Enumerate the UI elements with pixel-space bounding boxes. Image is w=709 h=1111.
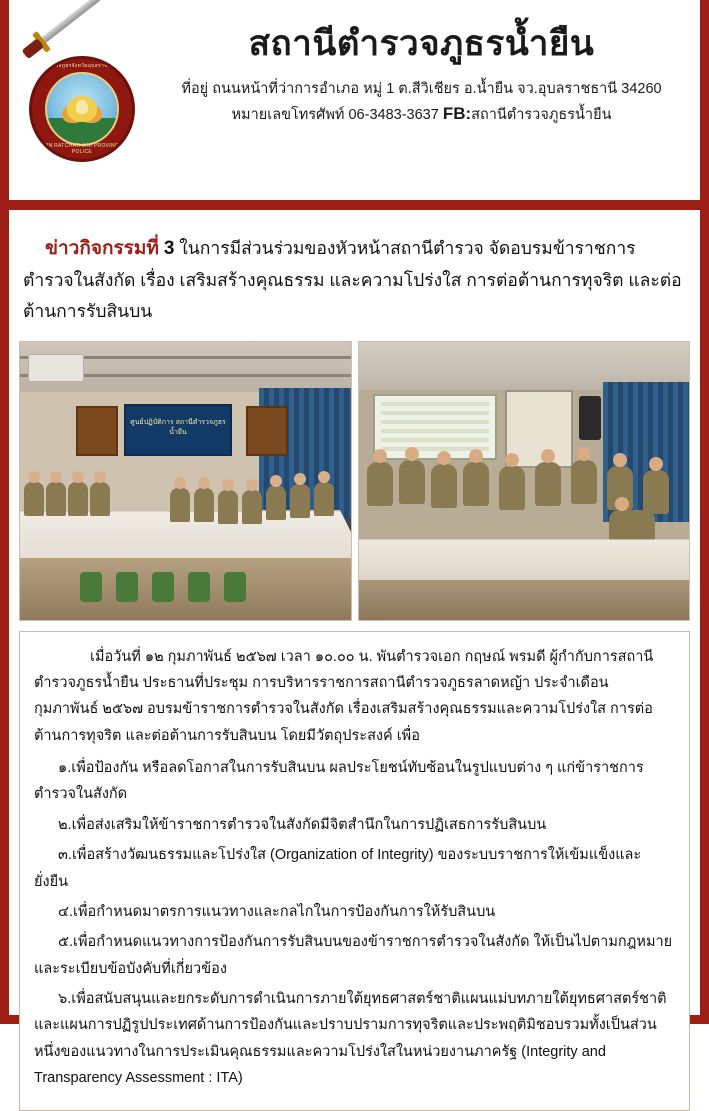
body-paragraph-1: เมื่อวันที่ ๑๒ กุมภาพันธ์ ๒๕๖๗ เวลา ๑๐.๐๐ น. พันตำรวจเอก กฤษณ์ พรมดี ผู้กำกับการสถานีตำรวจภูธรน้ำยืน ประธานที่ประชุม การบริหารราชการสถานีตำรวจภูธรลาดหญ้า ประจำเดือน กุมภาพันธ์ ๒๕๖๗ อบรมข้าราชการตำรวจในสังกัด เรื่องเสริมสร้างคุณธรรมและความโปร่งใส การต่อต้านการทุจริต และต่อต้านการรับสินบน โดยมีวัตถุประสงค์ เพื่อ [34,648,654,744]
headline-number: 3 [163,238,175,259]
headline-rest: ในการมีส่วนร่วมของหัวหน้าสถานีตำรวจ จัดอบรมข้าราชการตำรวจในสังกัด เรื่อง เสริมสร้างคุณธรรม และความโปร่งใส การต่อต้านการทุจริต และต่อต้านการรับสินบน [23,238,682,321]
emblem-ring-text-bottom: UBON RATCHATHANI PROVINCIAL POLICE [36,143,128,155]
document-header [9,0,700,210]
facebook-label: FB: [442,103,472,123]
article-body [19,631,690,1111]
body-list-item-4: ๔.เพื่อกำหนดมาตรการแนวทางและกลไกในการป้องกันการให้รับสินบน [58,903,496,920]
speaker-icon [579,396,601,440]
photo-seated-officers [358,341,691,621]
room-banner: ศูนย์ปฏิบัติการ สถานีตำรวจภูธรน้ำยืน [124,404,232,456]
phone-label: หมายเลขโทรศัพท์ 06-3483-3637 [231,106,439,123]
emblem-inner-scene [45,72,119,146]
photo-meeting-room-wide [19,341,352,621]
org-contact [149,101,694,127]
org-address: ที่อยู่ ถนนหน้าที่ว่าการอำเภอ หมู่ 1 ต.สีวิเชียร อ.น้ำยืน จว.อุบลราชธานี 34260 [181,81,662,98]
facebook-page-name: สถานีตำรวจภูธรน้ำยืน [471,106,612,123]
air-conditioner-icon [28,354,84,382]
body-list-item-5: ๕.เพื่อกำหนดแนวทางการป้องกันการรับสินบนของข้าราชการตำรวจในสังกัด ให้เป็นไปตามกฎหมายและระเบียบข้อบังคับที่เกี่ยวข้อง [34,934,673,977]
headline [23,232,686,327]
body-list-item-1: ๑.เพื่อป้องกัน หรือลดโอกาสในการรับสินบน ผลประโยชน์ทับซ้อนในรูปแบบต่าง ๆ แก่ข้าราชการตำรวจในสังกัด [34,760,644,803]
body-list-item-2: ๒.เพื่อส่งเสริมให้ข้าราชการตำรวจในสังกัดมีจิตสำนึกในการปฏิเสธการรับสินบน [58,816,547,833]
headline-band [9,210,700,337]
body-list-item-3: ๓.เพื่อสร้างวัฒนธรรมและโปร่งใส (Organization of Integrity) ของระบบราชการให้เข้มแข็งและยั่งยืน [34,847,642,890]
page-title: สถานีตำรวจภูธรน้ำยืน [248,24,595,63]
officers-group [20,482,351,562]
body-list-item-6: ๖.เพื่อสนับสนุนและยกระดับการดำเนินการภายใต้ยุทธศาสตร์ชาติแผนแม่บทภายใต้ยุทธศาสตร์ชาติและแผนการปฏิรูปประเทศด้านการป้องกันและปราบปรามการทุจริตและประพฤติมิชอบรวมทั้งเป็นส่วนหนึ่งของแนวทางในการประเมินคุณธรรมและความโปร่งใสในหน่วยงานภาครัฐ (Integrity and Transparency Assessment : ITA) [34,991,667,1087]
police-emblem-icon [21,28,143,163]
emblem-ring-text-top: ตำรวจภูธรจังหวัดอุบลราชธานี [46,63,118,69]
photo-gallery [9,337,700,621]
lotus-icon [67,96,97,122]
header-text-block [149,24,694,127]
emblem-circle [29,56,135,162]
headline-prefix: ข่าวกิจกรรมที่ [45,238,159,259]
